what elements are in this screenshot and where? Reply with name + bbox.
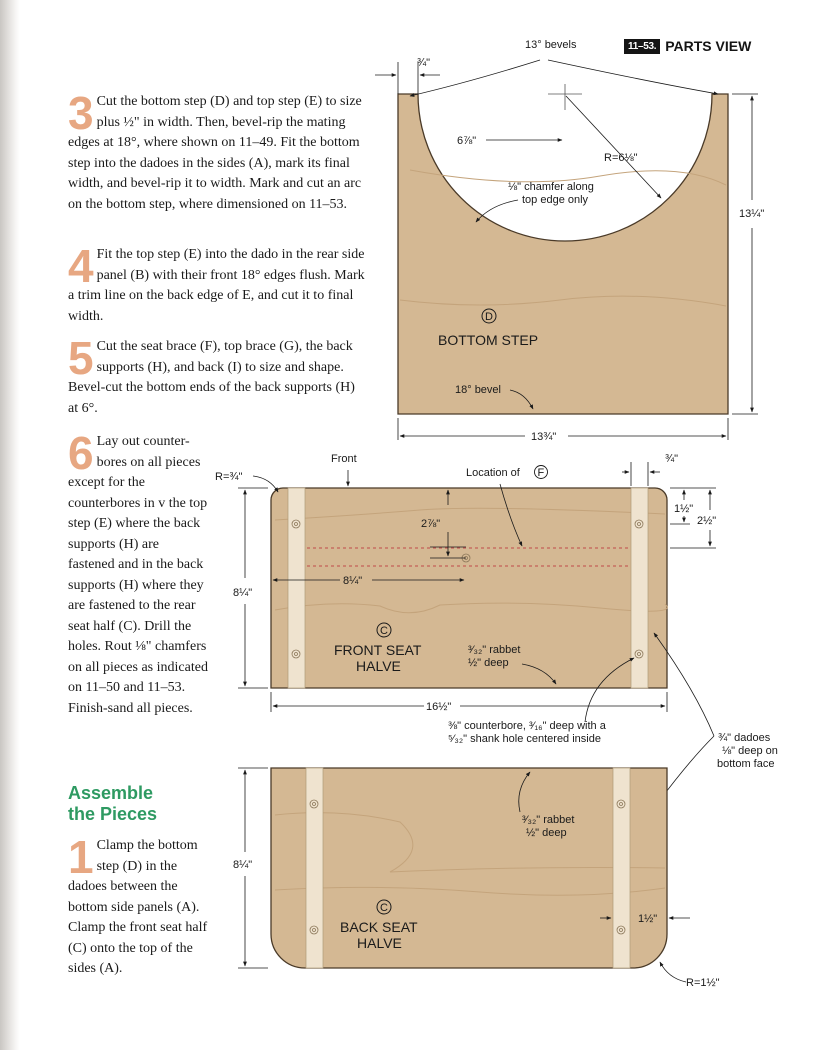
figure-number-badge: 11–53. (624, 39, 660, 54)
bevel-note: 18° bevel (455, 384, 501, 396)
dadoes-note-line-2: ⅛" deep on (722, 745, 778, 757)
step-text: Lay out counter-bores on all pieces except for the counterbores in v the top step (E) where the back supports (H) are fastened and in the back supports (H) where they are fastened to the rear seat half (C). Drill the holes. Rout ⅛" chamfers on all pieces as indicated on 11–50 and 11–53. Finish-sand all pieces. (68, 434, 208, 716)
part-f-letter: F (537, 467, 545, 479)
back-seat-corner-radius: R=1½" (686, 977, 720, 989)
back-dim-1-1-2: 1½" (638, 913, 658, 925)
step-number: 6 (68, 427, 94, 479)
heading-line-1: Assemble (68, 783, 154, 803)
step-number: 1 (68, 831, 94, 883)
front-seat-name-line-2: HALVE (356, 658, 401, 674)
back-seat-part-letter: C (380, 902, 388, 914)
step-text: Cut the seat brace (F), top brace (G), the back supports (H), and back (I) to size and shape. Bevel-cut the bottom ends of the back supports (H) at 6°. (68, 339, 355, 416)
arc-depth-dim: 6⅞" (457, 135, 477, 147)
bottom-step-name: BOTTOM STEP (438, 332, 539, 348)
back-seat-name-line-1: BACK SEAT (340, 919, 418, 935)
step-text: Clamp the bottom step (D) in the dadoes between the bottom side panels (A). Clamp the front seat half (C) onto the top of the sides (A). (68, 838, 208, 976)
front-seat-part-letter: C (380, 625, 388, 637)
chamfer-note-line-2: top edge only (522, 194, 589, 206)
dim-1-1-2: 1½" (674, 503, 694, 515)
front-rabbet-line-1: ³⁄₃₂" rabbet (468, 644, 521, 656)
dadoes-note-line-1: ¾" dadoes (718, 732, 771, 744)
front-label: Front (331, 453, 357, 465)
location-label: Location of (466, 467, 520, 479)
back-seat-height-dim: 8¼" (233, 859, 253, 871)
chamfer-note-line-1: ⅛" chamfer along (508, 181, 594, 193)
front-seat-corner-radius: R=¾" (215, 471, 243, 483)
counterbore-note-line-1: ⅜" counterbore, ³⁄₁₆" deep with a (448, 720, 606, 732)
front-seat-width-dim: 16½" (426, 701, 452, 713)
heading-line-2: the Pieces (68, 804, 158, 824)
dado-right (613, 768, 630, 968)
part-d-letter: D (485, 311, 493, 323)
dim-2-1-2: 2½" (697, 515, 717, 527)
bottom-step-height-dim: 13¼" (739, 208, 765, 220)
front-seat-height-dim: 8¼" (233, 587, 253, 599)
arc-radius: R=6⅛" (604, 152, 638, 164)
dim-2-7-8: 2⅞" (421, 518, 441, 530)
step-number: 5 (68, 332, 94, 384)
step-text: Cut the bottom step (D) and top step (E) to size plus ½" in width. Then, bevel-rip the mating edges at 18°, where shown on 11–49. Fit the bottom step into the dadoes in the sides (A), mark its final width, and bevel-rip it to width. Mark and cut an arc on the bottom step, where dimensioned on 11–53. (68, 94, 362, 212)
front-seat-name-line-1: FRONT SEAT (334, 642, 422, 658)
bottom-step-panel (398, 94, 728, 414)
back-seat-panel (271, 768, 667, 968)
dadoes-note-line-3: bottom face (717, 758, 775, 770)
bottom-step-width-dim: 13¾" (531, 431, 557, 443)
step-text: Fit the top step (E) into the dado in the rear side panel (B) with their front 18° edges flush. Mark a trim line on the back edge of E, and cut it to final width. (68, 247, 365, 324)
front-rabbet-line-2: ½" deep (468, 657, 509, 669)
dado-left (306, 768, 323, 968)
bevels-note: 13° bevels (525, 39, 577, 51)
step-number: 3 (68, 87, 94, 139)
counterbore-note-line-2: ⁵⁄₃₂" shank hole centered inside (448, 733, 601, 745)
dim-8-1-4-horizontal: 8¼" (343, 575, 363, 587)
dado-width-dim: ¾" (665, 453, 679, 465)
back-rabbet-line-2: ½" deep (526, 827, 567, 839)
back-rabbet-line-1: ³⁄₃₂" rabbet (522, 814, 575, 826)
bevel-edge-dim: ¾" (417, 57, 431, 69)
back-seat-name-line-2: HALVE (357, 935, 402, 951)
step-number: 4 (68, 240, 94, 292)
bottom-step-board (398, 94, 728, 414)
figure-title: PARTS VIEW (665, 38, 752, 54)
